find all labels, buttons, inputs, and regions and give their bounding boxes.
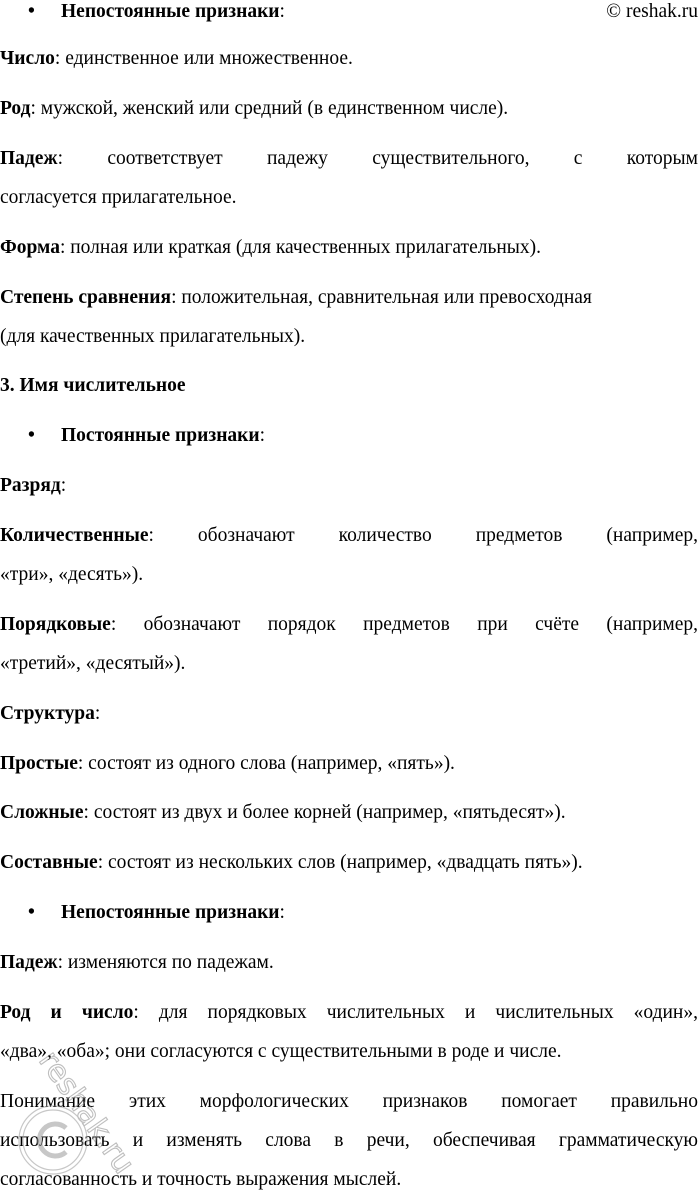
paragraph-complex: Сложные: состоят из двух и более корней (например, «пятьдесят»). <box>0 802 566 823</box>
bullet-icon: • <box>28 425 35 446</box>
paragraph-ordinal-cont: «третий», «десятый»). <box>0 653 186 674</box>
term: Падеж <box>0 148 58 169</box>
paragraph-ordinal: Порядковые: обозначают порядок предметов при счёте (например, <box>0 614 698 635</box>
subsection-title: Непостоянные признаки <box>61 902 280 923</box>
bullet-icon: • <box>28 1 35 22</box>
bullet-numeral-variable: • Непостоянные признаки: <box>28 902 285 923</box>
paragraph-numeral-gender-number: Род и число: для порядковых числительных и числительных «один», <box>0 1002 698 1023</box>
section-heading-numeral: 3. Имя числительное <box>0 375 186 396</box>
subsection-title: Непостоянные признаки <box>61 1 280 22</box>
label-structure: Структура: <box>0 703 101 724</box>
paragraph-cardinal: Количественные: обозначают количество предметов (например, <box>0 525 698 546</box>
paragraph-degree-cont: (для качественных прилагательных). <box>0 326 306 347</box>
conclusion-line-1: Понимание этих морфологических признаков помогает правильно <box>0 1091 698 1112</box>
svg-text:reshak.ru: reshak.ru <box>31 1044 142 1181</box>
paragraph-gender: Род: мужской, женский или средний (в единственном числе). <box>0 98 509 119</box>
term: Сложные <box>0 802 84 823</box>
bullet-numeral-constant: • Постоянные признаки: <box>28 425 266 446</box>
conclusion-line-2: использовать и изменять слова в речи, обеспечивая грамматическую <box>0 1130 698 1151</box>
term: Род и число <box>0 1002 134 1023</box>
term: Род <box>0 98 31 119</box>
paragraph-cardinal-cont: «три», «десять»). <box>0 564 144 585</box>
paragraph-form: Форма: полная или краткая (для качественных прилагательных). <box>0 237 542 258</box>
paragraph-number: Число: единственное или множественное. <box>0 48 353 69</box>
paragraph-numeral-gender-number-cont: «два», «оба»; они согласуются с существительными в роде и числе. <box>0 1041 562 1062</box>
term: Порядковые <box>0 614 111 635</box>
label-category: Разряд: <box>0 475 67 496</box>
paragraph-simple: Простые: состоят из одного слова (например, «пять»). <box>0 753 455 774</box>
term: Форма <box>0 237 60 258</box>
bullet-icon: • <box>28 902 35 923</box>
conclusion-line-3: согласованность и точность выражения мыслей. <box>0 1169 402 1190</box>
term: Падеж <box>0 952 58 973</box>
term: Составные <box>0 852 98 873</box>
paragraph-numeral-case: Падеж: изменяются по падежам. <box>0 952 274 973</box>
subsection-title: Постоянные признаки <box>61 425 260 446</box>
term: Степень сравнения <box>0 287 172 308</box>
bullet-adj-variable: • Непостоянные признаки: <box>28 1 285 22</box>
copyright-label: © reshak.ru <box>606 1 698 22</box>
paragraph-case-cont: согласуется прилагательное. <box>0 187 237 208</box>
paragraph-degree: Степень сравнения: положительная, сравнительная или превосходная <box>0 287 592 308</box>
term: Число <box>0 48 55 69</box>
paragraph-compound: Составные: состоят из нескольких слов (например, «двадцать пять»). <box>0 852 583 873</box>
term: Количественные <box>0 525 149 546</box>
term: Простые <box>0 753 78 774</box>
paragraph-case: Падеж: соответствует падежу существительного, с которым <box>0 148 698 169</box>
